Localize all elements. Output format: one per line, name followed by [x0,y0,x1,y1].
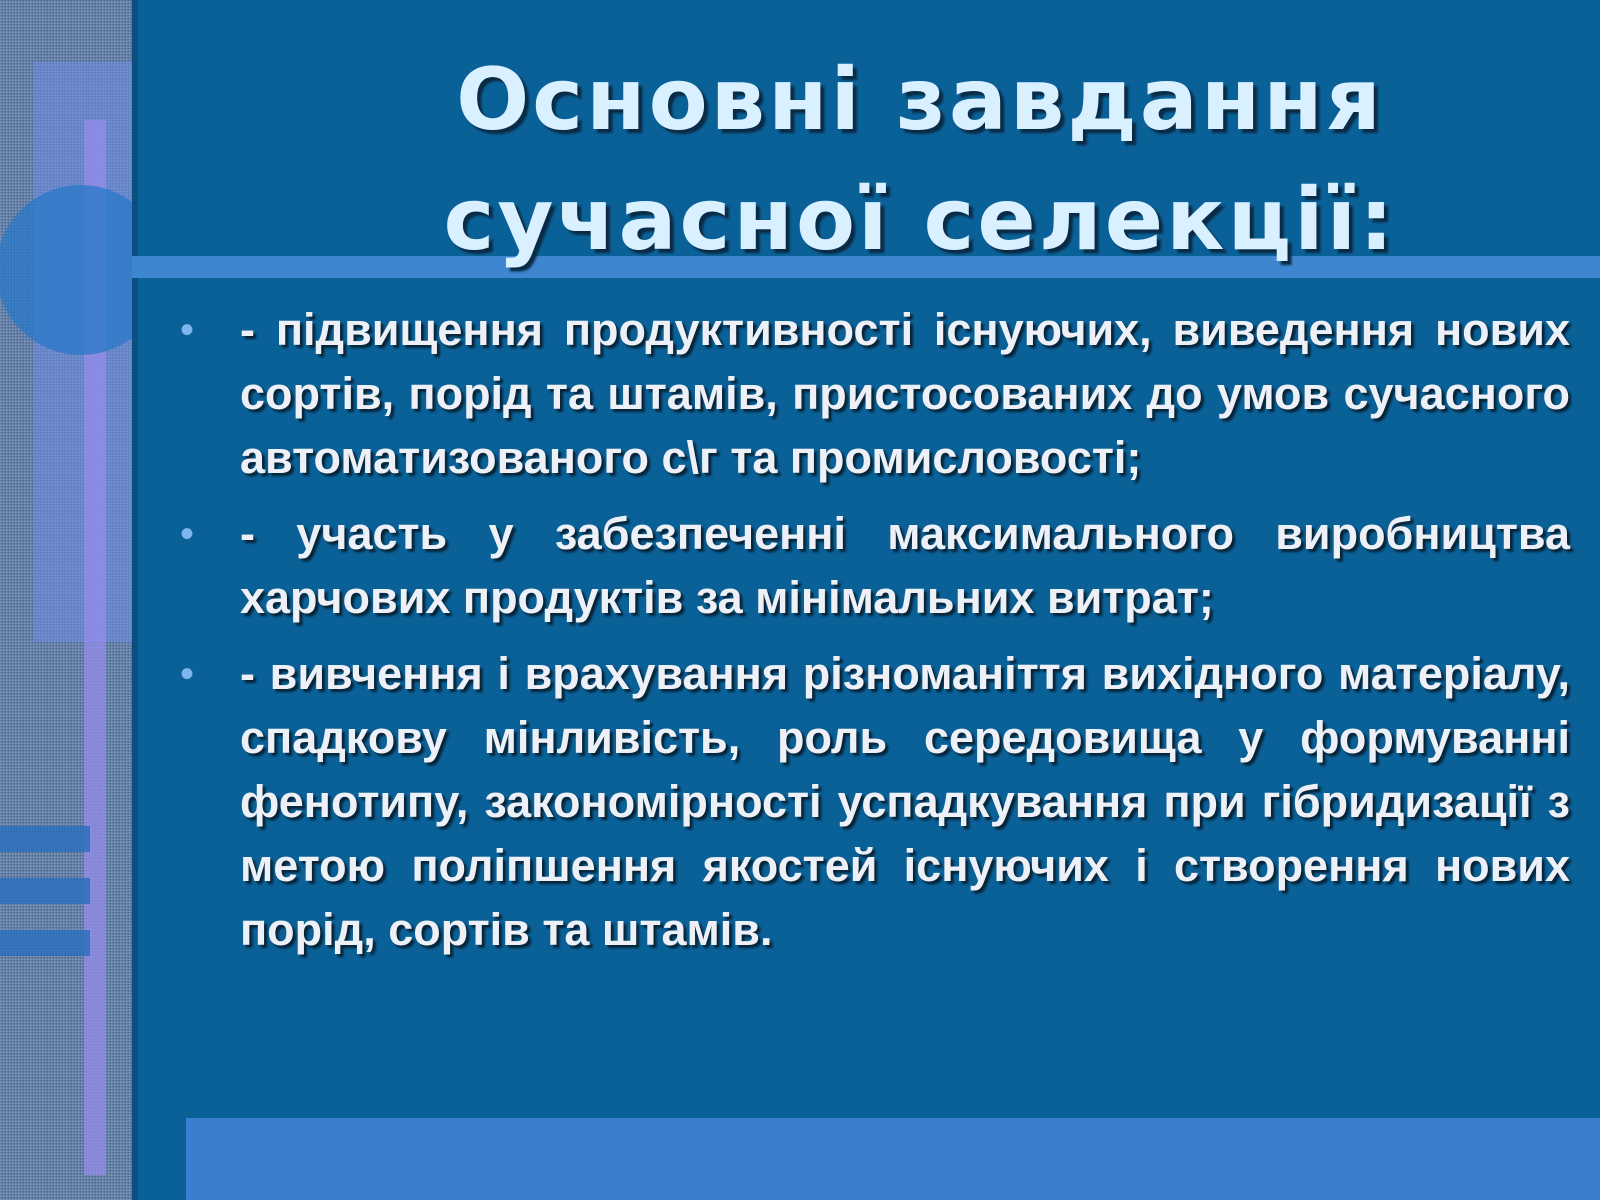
bullet-text: - вивчення і врахування різноманіття вихідного матеріалу, спадкову мінливість, роль середовища у формуванні фенотипу, закономірності успадкування при гібридизації з метою поліпшення якостей існуючих і створення нових порід, сортів та штамів. [240,648,1570,955]
decorative-stripe [0,826,90,852]
bullet-list [180,298,1570,974]
title-line-2: сучасної селекції: [443,170,1397,270]
title-line-1: Основні завдання [456,50,1384,150]
list-item [180,502,1570,630]
side-panel-edge [132,0,138,1200]
bullet-text: - участь у забезпеченні максимального виробництва харчових продуктів за мінімальних витрат; [240,508,1570,623]
bullet-icon: • [180,652,195,696]
slide-title [380,40,1460,280]
bullet-text: - підвищення продуктивності існуючих, виведення нових сортів, порід та штамів, пристосованих до умов сучасного автоматизованого с\г та промисловості; [240,304,1570,483]
decorative-circle [0,185,132,355]
bullet-icon: • [180,308,195,352]
decorative-side-panel [0,0,132,1200]
decorative-stripe [0,930,90,956]
list-item [180,642,1570,962]
bullet-icon: • [180,512,195,556]
bottom-band [186,1118,1600,1200]
list-item [180,298,1570,490]
decorative-stripe [0,878,90,904]
